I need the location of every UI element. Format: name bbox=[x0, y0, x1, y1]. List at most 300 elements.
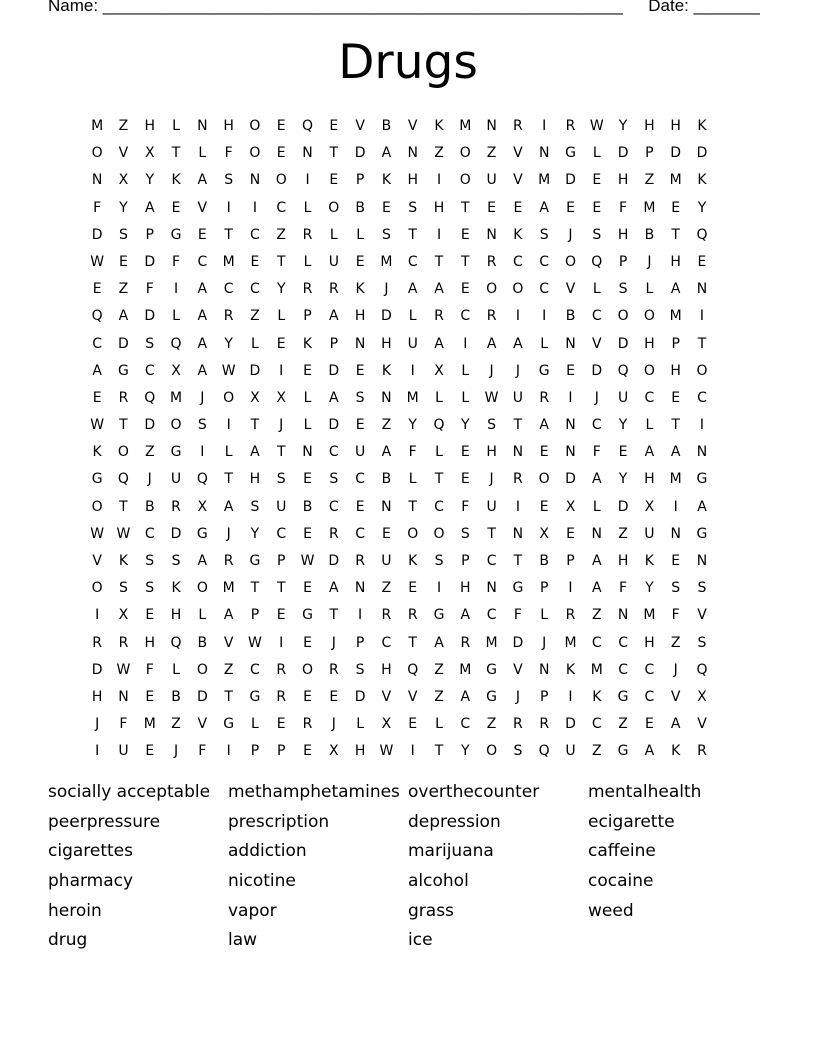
grid-letter[interactable]: I bbox=[515, 498, 520, 515]
grid-letter[interactable]: O bbox=[117, 444, 129, 461]
grid-letter[interactable]: M bbox=[222, 253, 235, 270]
grid-letter[interactable]: E bbox=[460, 471, 470, 488]
grid-letter[interactable]: I bbox=[699, 417, 705, 434]
grid-letter[interactable]: L bbox=[329, 226, 338, 243]
grid-letter[interactable]: I bbox=[226, 743, 231, 760]
grid-letter[interactable]: N bbox=[381, 498, 392, 515]
grid-letter[interactable]: O bbox=[196, 580, 208, 597]
grid-letter[interactable]: C bbox=[486, 553, 497, 569]
grid-letter[interactable]: R bbox=[407, 607, 418, 624]
grid-letter[interactable]: Q bbox=[696, 226, 708, 243]
grid-letter[interactable]: B bbox=[539, 553, 549, 569]
grid-letter[interactable]: D bbox=[249, 362, 261, 379]
grid-letter[interactable]: K bbox=[434, 118, 444, 134]
grid-letter[interactable]: I bbox=[358, 607, 363, 624]
grid-letter[interactable]: K bbox=[355, 281, 365, 298]
grid-letter[interactable]: C bbox=[381, 634, 392, 651]
grid-letter[interactable]: I bbox=[200, 444, 205, 461]
grid-letter[interactable]: I bbox=[95, 743, 100, 760]
grid-letter[interactable]: N bbox=[512, 525, 524, 542]
grid-letter[interactable]: K bbox=[171, 580, 181, 597]
grid-letter[interactable]: P bbox=[145, 226, 154, 243]
grid-letter[interactable]: F bbox=[461, 498, 470, 515]
grid-letter[interactable]: C bbox=[591, 308, 602, 325]
grid-letter[interactable]: D bbox=[354, 688, 366, 705]
grid-letter[interactable]: H bbox=[144, 118, 155, 134]
grid-letter[interactable]: E bbox=[276, 607, 286, 624]
grid-letter[interactable]: G bbox=[170, 444, 182, 461]
grid-letter[interactable]: J bbox=[647, 253, 652, 270]
grid-letter[interactable]: U bbox=[512, 389, 524, 406]
grid-letter[interactable]: F bbox=[172, 253, 181, 270]
grid-letter[interactable]: B bbox=[355, 199, 365, 216]
grid-letter[interactable]: U bbox=[328, 253, 339, 270]
grid-letter[interactable]: C bbox=[460, 716, 471, 733]
grid-letter[interactable]: H bbox=[644, 471, 655, 488]
grid-letter[interactable]: U bbox=[644, 525, 655, 542]
grid-letter[interactable]: T bbox=[434, 253, 444, 270]
grid-letter[interactable]: U bbox=[486, 498, 497, 515]
grid-letter[interactable]: R bbox=[355, 553, 365, 569]
grid-letter[interactable]: D bbox=[565, 172, 576, 189]
grid-letter[interactable]: H bbox=[617, 172, 629, 189]
grid-letter[interactable]: A bbox=[407, 281, 418, 298]
grid-letter[interactable]: A bbox=[434, 634, 444, 651]
grid-letter[interactable]: O bbox=[486, 281, 498, 298]
grid-letter[interactable]: H bbox=[644, 634, 655, 651]
grid-letter[interactable]: L bbox=[461, 389, 470, 406]
grid-letter[interactable]: F bbox=[592, 444, 601, 461]
grid-letter[interactable]: W bbox=[116, 525, 131, 542]
grid-letter[interactable]: L bbox=[172, 308, 180, 325]
grid-letter[interactable]: O bbox=[223, 389, 235, 406]
grid-letter[interactable]: S bbox=[697, 580, 707, 597]
grid-letter[interactable]: C bbox=[644, 688, 655, 705]
grid-letter[interactable]: X bbox=[434, 362, 444, 379]
grid-letter[interactable]: X bbox=[144, 145, 155, 162]
grid-letter[interactable]: C bbox=[328, 498, 339, 515]
grid-letter[interactable]: O bbox=[249, 118, 261, 134]
grid-letter[interactable]: Z bbox=[618, 716, 628, 733]
grid-letter[interactable]: N bbox=[118, 688, 129, 705]
grid-letter[interactable]: M bbox=[643, 607, 656, 624]
grid-letter[interactable]: P bbox=[277, 553, 286, 569]
grid-letter[interactable]: C bbox=[276, 525, 287, 542]
grid-letter[interactable]: W bbox=[484, 389, 499, 406]
grid-letter[interactable]: R bbox=[513, 118, 523, 134]
grid-letter[interactable]: X bbox=[539, 525, 549, 542]
grid-letter[interactable]: C bbox=[144, 525, 155, 542]
grid-letter[interactable]: U bbox=[381, 553, 392, 569]
grid-letter[interactable]: R bbox=[565, 607, 576, 624]
grid-letter[interactable]: L bbox=[540, 607, 549, 624]
grid-letter[interactable]: I bbox=[463, 335, 468, 352]
grid-letter[interactable]: Q bbox=[302, 118, 314, 134]
grid-letter[interactable]: A bbox=[670, 716, 681, 733]
grid-letter[interactable]: G bbox=[170, 226, 182, 243]
grid-letter[interactable]: T bbox=[434, 471, 444, 488]
grid-letter[interactable]: I bbox=[515, 308, 520, 325]
grid-letter[interactable]: K bbox=[697, 118, 707, 134]
grid-letter[interactable]: J bbox=[489, 362, 494, 379]
grid-letter[interactable]: C bbox=[486, 607, 497, 624]
grid-letter[interactable]: C bbox=[539, 253, 550, 270]
grid-letter[interactable]: I bbox=[699, 308, 705, 325]
grid-letter[interactable]: V bbox=[118, 145, 129, 162]
grid-letter[interactable]: H bbox=[644, 118, 655, 134]
grid-letter[interactable]: A bbox=[592, 553, 602, 569]
grid-letter[interactable]: E bbox=[539, 498, 549, 515]
grid-letter[interactable]: A bbox=[381, 145, 392, 162]
grid-letter[interactable]: E bbox=[303, 634, 312, 651]
grid-letter[interactable]: Z bbox=[381, 580, 392, 597]
grid-letter[interactable]: Q bbox=[170, 335, 182, 352]
grid-letter[interactable]: P bbox=[277, 743, 286, 760]
grid-letter[interactable]: E bbox=[460, 226, 470, 243]
grid-letter[interactable]: O bbox=[643, 362, 655, 379]
grid-letter[interactable]: S bbox=[381, 226, 391, 243]
grid-letter[interactable]: B bbox=[197, 634, 208, 651]
grid-letter[interactable]: F bbox=[408, 444, 417, 461]
grid-letter[interactable]: D bbox=[512, 634, 524, 651]
grid-letter[interactable]: Q bbox=[538, 743, 550, 760]
grid-letter[interactable]: R bbox=[328, 525, 339, 542]
grid-letter[interactable]: G bbox=[302, 607, 313, 624]
grid-letter[interactable]: T bbox=[408, 634, 417, 651]
grid-letter[interactable]: H bbox=[460, 580, 471, 597]
grid-letter[interactable]: Z bbox=[250, 308, 260, 325]
grid-letter[interactable]: D bbox=[170, 525, 182, 542]
grid-letter[interactable]: A bbox=[460, 607, 471, 624]
grid-letter[interactable]: R bbox=[513, 471, 523, 488]
grid-letter[interactable]: N bbox=[696, 281, 708, 298]
grid-letter[interactable]: E bbox=[250, 253, 260, 270]
grid-letter[interactable]: E bbox=[329, 118, 339, 134]
grid-letter[interactable]: S bbox=[408, 199, 418, 216]
grid-letter[interactable]: Z bbox=[381, 417, 392, 434]
grid-letter[interactable]: A bbox=[697, 498, 707, 515]
grid-letter[interactable]: C bbox=[618, 634, 628, 651]
grid-letter[interactable]: X bbox=[381, 716, 392, 733]
grid-letter[interactable]: X bbox=[171, 362, 181, 379]
grid-letter[interactable]: G bbox=[118, 362, 129, 379]
grid-letter[interactable]: J bbox=[384, 281, 389, 298]
grid-letter[interactable]: R bbox=[302, 281, 313, 298]
grid-letter[interactable]: N bbox=[670, 525, 681, 542]
grid-letter[interactable]: Z bbox=[434, 661, 444, 678]
grid-letter[interactable]: F bbox=[119, 716, 128, 733]
grid-letter[interactable]: N bbox=[407, 145, 418, 162]
grid-letter[interactable]: H bbox=[486, 444, 497, 461]
grid-letter[interactable]: J bbox=[279, 417, 284, 434]
grid-letter[interactable]: A bbox=[223, 498, 234, 515]
grid-letter[interactable]: T bbox=[461, 253, 470, 270]
grid-letter[interactable]: N bbox=[696, 444, 708, 461]
grid-letter[interactable]: N bbox=[302, 444, 313, 461]
grid-letter[interactable]: E bbox=[460, 281, 470, 298]
grid-letter[interactable]: W bbox=[379, 743, 394, 760]
grid-letter[interactable]: E bbox=[303, 743, 312, 760]
grid-letter[interactable]: E bbox=[487, 199, 497, 216]
grid-letter[interactable]: I bbox=[673, 498, 678, 515]
grid-letter[interactable]: M bbox=[590, 661, 603, 678]
grid-letter[interactable]: T bbox=[250, 580, 260, 597]
grid-letter[interactable]: R bbox=[276, 661, 287, 678]
grid-letter[interactable]: L bbox=[198, 145, 207, 162]
grid-letter[interactable]: X bbox=[118, 607, 129, 624]
grid-letter[interactable]: Q bbox=[433, 417, 445, 434]
grid-letter[interactable]: A bbox=[460, 688, 471, 705]
grid-letter[interactable]: S bbox=[119, 226, 128, 243]
grid-letter[interactable]: M bbox=[459, 118, 472, 134]
grid-letter[interactable]: T bbox=[408, 226, 417, 243]
grid-letter[interactable]: I bbox=[410, 362, 415, 379]
grid-letter[interactable]: E bbox=[276, 335, 286, 352]
grid-letter[interactable]: I bbox=[279, 634, 284, 651]
grid-letter[interactable]: I bbox=[568, 389, 573, 406]
grid-letter[interactable]: E bbox=[145, 607, 155, 624]
grid-letter[interactable]: Z bbox=[434, 145, 444, 162]
grid-letter[interactable]: K bbox=[92, 444, 102, 461]
grid-letter[interactable]: M bbox=[538, 172, 551, 189]
grid-letter[interactable]: V bbox=[197, 716, 208, 733]
grid-letter[interactable]: L bbox=[303, 199, 312, 216]
grid-letter[interactable]: C bbox=[539, 281, 550, 298]
grid-letter[interactable]: A bbox=[644, 444, 655, 461]
grid-letter[interactable]: Z bbox=[276, 226, 287, 243]
grid-letter[interactable]: E bbox=[119, 253, 128, 270]
grid-letter[interactable]: V bbox=[565, 281, 576, 298]
grid-letter[interactable]: E bbox=[303, 525, 312, 542]
grid-letter[interactable]: O bbox=[643, 308, 655, 325]
grid-letter[interactable]: L bbox=[592, 145, 601, 162]
grid-letter[interactable]: Q bbox=[617, 362, 629, 379]
grid-letter[interactable]: A bbox=[434, 335, 444, 352]
grid-letter[interactable]: N bbox=[565, 417, 576, 434]
grid-letter[interactable]: H bbox=[433, 199, 445, 216]
grid-letter[interactable]: O bbox=[407, 525, 419, 542]
grid-letter[interactable]: Y bbox=[408, 417, 417, 434]
grid-letter[interactable]: S bbox=[276, 471, 286, 488]
grid-letter[interactable]: C bbox=[513, 253, 523, 270]
grid-letter[interactable]: A bbox=[92, 362, 102, 379]
grid-letter[interactable]: M bbox=[485, 634, 498, 651]
grid-letter[interactable]: C bbox=[355, 525, 365, 542]
grid-letter[interactable]: J bbox=[226, 525, 231, 542]
grid-letter[interactable]: R bbox=[434, 308, 444, 325]
grid-letter[interactable]: H bbox=[354, 743, 366, 760]
grid-letter[interactable]: K bbox=[592, 688, 602, 705]
grid-letter[interactable]: C bbox=[644, 661, 655, 678]
grid-letter[interactable]: A bbox=[250, 444, 260, 461]
grid-letter[interactable]: K bbox=[644, 553, 654, 569]
grid-letter[interactable]: H bbox=[91, 688, 103, 705]
grid-letter[interactable]: G bbox=[486, 661, 498, 678]
grid-letter[interactable]: O bbox=[196, 661, 208, 678]
grid-letter[interactable]: Z bbox=[591, 743, 602, 760]
grid-letter[interactable]: B bbox=[381, 118, 392, 134]
grid-letter[interactable]: E bbox=[697, 253, 707, 270]
grid-letter[interactable]: M bbox=[169, 389, 183, 406]
grid-letter[interactable]: N bbox=[486, 580, 497, 597]
grid-letter[interactable]: I bbox=[542, 308, 547, 325]
grid-letter[interactable]: G bbox=[617, 688, 629, 705]
grid-letter[interactable]: C bbox=[250, 281, 260, 298]
grid-letter[interactable]: K bbox=[513, 226, 523, 243]
grid-letter[interactable]: I bbox=[95, 607, 100, 624]
grid-letter[interactable]: T bbox=[224, 471, 233, 488]
grid-letter[interactable]: S bbox=[355, 661, 365, 678]
grid-letter[interactable]: W bbox=[248, 634, 262, 651]
grid-letter[interactable]: L bbox=[592, 498, 601, 515]
grid-letter[interactable]: E bbox=[197, 226, 207, 243]
grid-letter[interactable]: B bbox=[144, 498, 155, 515]
grid-letter[interactable]: S bbox=[145, 335, 155, 352]
grid-letter[interactable]: V bbox=[513, 661, 523, 678]
grid-letter[interactable]: D bbox=[328, 362, 340, 379]
grid-letter[interactable]: Z bbox=[171, 716, 181, 733]
grid-letter[interactable]: V bbox=[513, 145, 523, 162]
grid-letter[interactable]: J bbox=[331, 634, 336, 651]
grid-letter[interactable]: S bbox=[224, 172, 234, 189]
grid-letter[interactable]: A bbox=[197, 553, 208, 569]
grid-letter[interactable]: S bbox=[618, 281, 628, 298]
grid-letter[interactable]: T bbox=[671, 417, 680, 434]
grid-letter[interactable]: C bbox=[223, 281, 234, 298]
name-field-label[interactable]: Name: _______________________________________________________ bbox=[48, 0, 623, 15]
grid-letter[interactable]: G bbox=[696, 525, 708, 542]
grid-letter[interactable]: L bbox=[435, 716, 443, 733]
grid-letter[interactable]: O bbox=[433, 525, 445, 542]
grid-letter[interactable]: I bbox=[436, 580, 442, 597]
grid-letter[interactable]: Y bbox=[145, 172, 155, 189]
grid-letter[interactable]: I bbox=[542, 118, 547, 134]
grid-letter[interactable]: E bbox=[329, 688, 339, 705]
grid-letter[interactable]: Y bbox=[119, 199, 128, 216]
grid-letter[interactable]: D bbox=[591, 362, 603, 379]
grid-letter[interactable]: G bbox=[249, 688, 261, 705]
grid-letter[interactable]: C bbox=[355, 471, 365, 488]
grid-letter[interactable]: E bbox=[92, 389, 102, 406]
grid-letter[interactable]: K bbox=[697, 172, 707, 189]
grid-letter[interactable]: U bbox=[407, 335, 418, 352]
grid-letter[interactable]: Z bbox=[486, 716, 497, 733]
grid-letter[interactable]: R bbox=[171, 498, 181, 515]
grid-letter[interactable]: E bbox=[671, 553, 681, 569]
grid-letter[interactable]: E bbox=[671, 199, 681, 216]
grid-letter[interactable]: L bbox=[172, 118, 180, 134]
grid-letter[interactable]: U bbox=[486, 172, 497, 189]
grid-letter[interactable]: E bbox=[276, 118, 286, 134]
grid-letter[interactable]: N bbox=[249, 172, 261, 189]
grid-letter[interactable]: N bbox=[617, 607, 629, 624]
grid-letter[interactable]: C bbox=[250, 226, 260, 243]
grid-letter[interactable]: A bbox=[670, 444, 681, 461]
grid-letter[interactable]: D bbox=[696, 145, 708, 162]
grid-letter[interactable]: T bbox=[224, 688, 233, 705]
grid-letter[interactable]: E bbox=[303, 580, 312, 597]
grid-letter[interactable]: D bbox=[565, 716, 576, 733]
grid-letter[interactable]: S bbox=[671, 580, 681, 597]
grid-letter[interactable]: D bbox=[91, 226, 103, 243]
grid-letter[interactable]: L bbox=[356, 226, 365, 243]
grid-letter[interactable]: Y bbox=[250, 525, 260, 542]
grid-letter[interactable]: V bbox=[592, 335, 602, 352]
grid-letter[interactable]: D bbox=[617, 145, 629, 162]
grid-letter[interactable]: E bbox=[276, 716, 286, 733]
grid-letter[interactable]: N bbox=[538, 661, 550, 678]
grid-letter[interactable]: Y bbox=[618, 118, 628, 134]
grid-letter[interactable]: H bbox=[670, 118, 681, 134]
grid-letter[interactable]: A bbox=[197, 335, 208, 352]
grid-letter[interactable]: E bbox=[460, 444, 470, 461]
grid-letter[interactable]: T bbox=[697, 335, 707, 352]
grid-letter[interactable]: S bbox=[697, 634, 707, 651]
grid-letter[interactable]: P bbox=[329, 335, 339, 352]
grid-letter[interactable]: Z bbox=[644, 172, 655, 189]
grid-letter[interactable]: U bbox=[617, 389, 629, 406]
grid-letter[interactable]: G bbox=[433, 607, 445, 624]
grid-letter[interactable]: M bbox=[669, 308, 682, 325]
grid-letter[interactable]: G bbox=[249, 553, 261, 569]
grid-letter[interactable]: M bbox=[669, 172, 682, 189]
grid-letter[interactable]: V bbox=[223, 634, 234, 651]
grid-letter[interactable]: A bbox=[118, 308, 129, 325]
grid-letter[interactable]: X bbox=[276, 389, 287, 406]
grid-letter[interactable]: R bbox=[223, 553, 234, 569]
grid-letter[interactable]: H bbox=[381, 661, 392, 678]
grid-letter[interactable]: D bbox=[144, 417, 156, 434]
grid-letter[interactable]: A bbox=[223, 607, 234, 624]
grid-letter[interactable]: P bbox=[461, 553, 470, 569]
grid-letter[interactable]: D bbox=[144, 308, 156, 325]
grid-letter[interactable]: S bbox=[171, 553, 181, 569]
grid-letter[interactable]: V bbox=[407, 688, 418, 705]
grid-letter[interactable]: T bbox=[250, 417, 260, 434]
grid-letter[interactable]: E bbox=[513, 199, 523, 216]
grid-letter[interactable]: O bbox=[91, 145, 103, 162]
grid-letter[interactable]: O bbox=[538, 471, 550, 488]
grid-letter[interactable]: T bbox=[119, 498, 128, 515]
grid-letter[interactable]: L bbox=[198, 607, 207, 624]
grid-letter[interactable]: G bbox=[91, 471, 103, 488]
grid-letter[interactable]: J bbox=[200, 389, 205, 406]
grid-letter[interactable]: Z bbox=[118, 118, 129, 134]
grid-letter[interactable]: W bbox=[90, 253, 105, 270]
grid-letter[interactable]: N bbox=[538, 145, 550, 162]
grid-letter[interactable]: M bbox=[643, 199, 656, 216]
grid-letter[interactable]: J bbox=[173, 743, 179, 760]
grid-letter[interactable]: I bbox=[305, 172, 310, 189]
grid-letter[interactable]: R bbox=[118, 389, 129, 406]
grid-letter[interactable]: J bbox=[594, 389, 599, 406]
grid-letter[interactable]: N bbox=[486, 118, 497, 134]
grid-letter[interactable]: E bbox=[355, 417, 365, 434]
grid-letter[interactable]: C bbox=[250, 661, 260, 678]
grid-letter[interactable]: L bbox=[408, 471, 417, 488]
grid-letter[interactable]: U bbox=[276, 498, 287, 515]
grid-letter[interactable]: P bbox=[566, 553, 575, 569]
grid-letter[interactable]: N bbox=[354, 335, 366, 352]
grid-letter[interactable]: F bbox=[619, 199, 628, 216]
grid-letter[interactable]: Z bbox=[118, 281, 129, 298]
grid-letter[interactable]: M bbox=[143, 716, 156, 733]
grid-letter[interactable]: Z bbox=[591, 607, 602, 624]
grid-letter[interactable]: A bbox=[592, 580, 602, 597]
grid-letter[interactable]: A bbox=[513, 335, 523, 352]
grid-letter[interactable]: J bbox=[568, 226, 573, 243]
grid-letter[interactable]: T bbox=[408, 498, 417, 515]
